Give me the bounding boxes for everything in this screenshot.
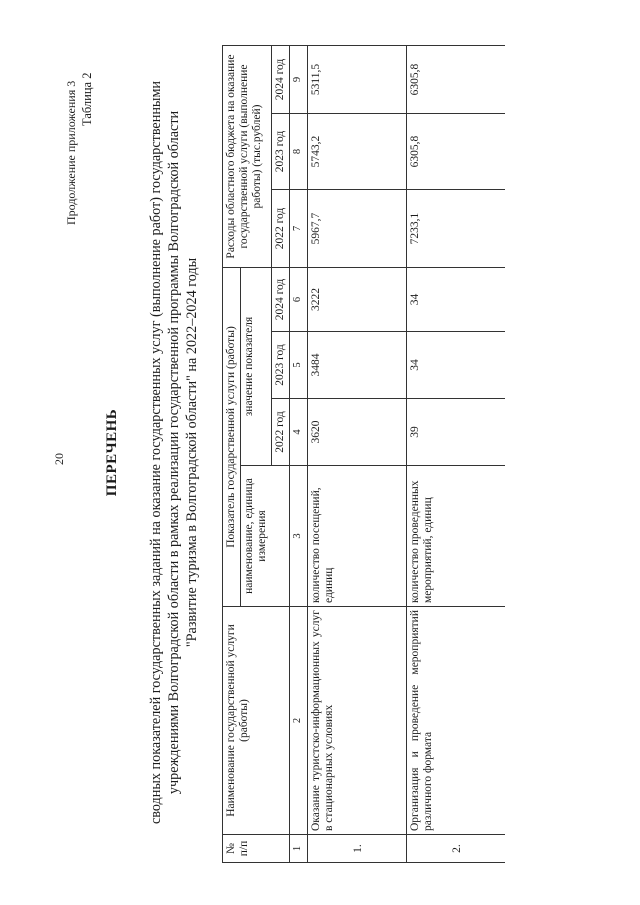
header-service-name: Наименование государственной услуги (работы) <box>223 607 290 835</box>
service-name: Оказание туристско-информационных услуг в стационарных условиях <box>307 607 406 835</box>
column-number: 7 <box>290 190 307 268</box>
indicator-value: 34 <box>406 268 505 332</box>
budget-value: 6305,8 <box>406 46 505 114</box>
column-number: 2 <box>290 607 307 835</box>
table-label: Таблица 2 <box>80 72 94 126</box>
budget-value: 7233,1 <box>406 190 505 268</box>
header-budget-group: Расходы областного бюджета на оказание государственной услуги (выполнение работы) (тыс.рублей) <box>223 46 272 268</box>
header-year: 2022 год <box>272 190 290 268</box>
header-year: 2022 год <box>272 399 290 466</box>
header-year: 2023 год <box>272 114 290 190</box>
row-number: 1. <box>307 835 406 863</box>
column-number: 1 <box>290 835 307 863</box>
header-indicator-group: Показатель государственной услуги (работы) <box>223 268 241 607</box>
table-row <box>406 46 505 863</box>
budget-value: 6305,8 <box>406 114 505 190</box>
indicator-value: 34 <box>406 332 505 399</box>
column-number: 6 <box>290 268 307 332</box>
row-number: 2. <box>406 835 505 863</box>
indicator-value: 3484 <box>307 332 406 399</box>
budget-value: 5967,7 <box>307 190 406 268</box>
indicator-name: количество проведенных мероприятий, единиц <box>406 466 505 607</box>
column-number: 5 <box>290 332 307 399</box>
indicator-value: 3222 <box>307 268 406 332</box>
column-number: 4 <box>290 399 307 466</box>
indicator-value: 39 <box>406 399 505 466</box>
header-year: 2024 год <box>272 268 290 332</box>
header-number: № п/п <box>223 835 290 863</box>
appendix-note: Продолжение приложения 3 <box>64 80 78 225</box>
header-indicator-value: значение показателя <box>241 268 272 466</box>
column-number: 9 <box>290 46 307 114</box>
document-title: ПЕРЕЧЕНЬ <box>104 408 120 497</box>
header-year: 2023 год <box>272 332 290 399</box>
indicator-name: количество посещений, единиц <box>307 466 406 607</box>
header-indicator-name: наименование, единица измерения <box>241 466 290 607</box>
indicator-value: 3620 <box>307 399 406 466</box>
header-year: 2024 год <box>272 46 290 114</box>
subtitle-line: "Развитие туризма в Волгоградской области" на 2022–2024 годы <box>184 257 200 648</box>
summary-table <box>222 45 505 863</box>
subtitle-line: сводных показателей государственных заданий на оказание государственных услуг (выполнение работ) государственными <box>148 80 164 825</box>
budget-value: 5743,2 <box>307 114 406 190</box>
budget-value: 5311,5 <box>307 46 406 114</box>
subtitle-line: учреждениями Волгоградской области в рамках реализации государственной программы Волгоградской области <box>166 110 182 795</box>
column-number: 8 <box>290 114 307 190</box>
service-name: Организация и проведение мероприятий различного формата <box>406 607 505 835</box>
page-number: 20 <box>52 453 66 465</box>
table-row <box>307 46 406 863</box>
column-number: 3 <box>290 466 307 607</box>
